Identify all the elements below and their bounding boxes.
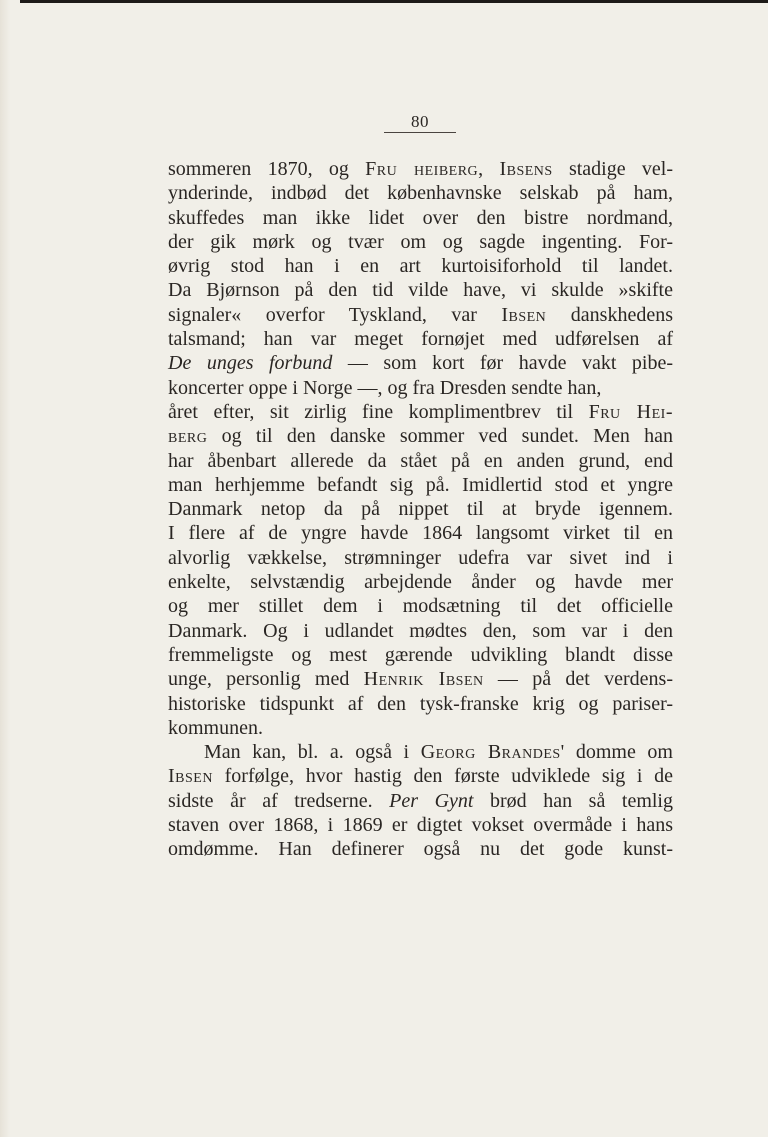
text-run: staven over 1868, i 1869 er digtet vokset overmåde i hans: [168, 814, 673, 837]
text-line: [168, 327, 673, 351]
text-line: [168, 497, 673, 521]
text-run: og til den danske sommer ved sundet. Men han: [207, 425, 673, 448]
text-line: [168, 667, 673, 691]
text-line: [168, 740, 673, 764]
text-run: sidste år af tredserne.: [168, 789, 390, 812]
small-caps-name: Fru Hei-: [588, 400, 673, 423]
text-line: [168, 789, 673, 813]
text-run: man herhjemme befandt sig på. Imidlertid stod et yngre: [168, 473, 673, 496]
text-run: enkelte, selvstændig arbejdende ånder og havde mer: [168, 571, 673, 594]
text-line: [168, 643, 673, 667]
text-run: danskhedens: [546, 303, 673, 326]
text-run: der gik mørk og tvær om og sagde ingenting. For-: [168, 230, 673, 253]
body-text: [168, 157, 673, 862]
text-run: ,: [478, 158, 500, 180]
text-line: [168, 303, 673, 327]
text-line: [168, 351, 673, 375]
text-run: fremmeligste og mest gærende udvikling blandt disse: [168, 643, 673, 666]
page-number-rule: [384, 132, 456, 133]
text-run: kommunen.: [168, 716, 263, 739]
text-line: [168, 424, 673, 448]
text-line: [168, 254, 673, 278]
text-line: [168, 400, 673, 424]
text-line: [168, 764, 673, 788]
small-caps-name: Georg Brandes: [420, 741, 561, 764]
text-run: sommeren 1870, og: [168, 158, 366, 180]
text-run: Danmark netop da på nippet til at bryde igennem.: [168, 498, 673, 521]
italic-title: Per Gynt: [389, 789, 474, 812]
text-line: [168, 594, 673, 618]
text-line: [168, 813, 673, 837]
text-line: [168, 206, 673, 230]
italic-title: De unges forbund: [168, 352, 333, 375]
text-run: har åbenbart allerede da stået på en anden grund, end: [168, 449, 673, 472]
small-caps-name: Ibsens: [499, 158, 553, 180]
text-run: — på det verdens-: [483, 668, 673, 691]
text-run: brød han så temlig: [473, 789, 673, 812]
small-caps-name: Henrik Ibsen: [363, 668, 484, 691]
top-border-rule: [20, 0, 768, 3]
small-caps-name: berg: [168, 425, 208, 448]
text-run: — som kort før havde vakt pibe-: [332, 352, 673, 375]
small-caps-name: Fru heiberg: [365, 158, 479, 180]
text-line: [168, 278, 673, 302]
small-caps-name: Ibsen: [501, 303, 547, 326]
text-run: historiske tidspunkt af den tysk-franske krig og pariser-: [168, 692, 673, 715]
text-run: talsmand; han var meget fornøjet med udførelsen af: [168, 328, 673, 351]
text-run: øvrig stod han i en art kurtoisiforhold til landet.: [168, 255, 673, 278]
page-number: 80: [411, 112, 429, 131]
text-run: I flere af de yngre havde 1864 langsomt virket til en: [168, 522, 673, 545]
text-run: året efter, sit zirlig fine komplimentbrev til: [168, 400, 589, 423]
small-caps-name: Ibsen: [168, 765, 213, 788]
text-line: [168, 546, 673, 570]
text-line: [168, 449, 673, 473]
text-run: og mer stillet dem i modsætning til det officielle: [168, 595, 673, 618]
text-run: skuffedes man ikke lidet over den bistre nordmand,: [168, 206, 673, 229]
text-line: [168, 230, 673, 254]
text-run: unge, personlig med: [168, 668, 364, 691]
text-line: [168, 716, 673, 740]
text-run: alvorlig vækkelse, strømninger udefra var sivet ind i: [168, 546, 673, 569]
text-line: [168, 376, 673, 400]
text-line: [168, 181, 673, 205]
text-line: [168, 692, 673, 716]
text-run: ' domme om: [560, 741, 673, 764]
text-line: [168, 837, 673, 861]
text-run: Danmark. Og i udlandet mødtes den, som var i den: [168, 619, 673, 642]
text-line: [168, 521, 673, 545]
text-line: [168, 570, 673, 594]
text-run: koncerter oppe i Norge —, og fra Dresden sendte han,: [168, 376, 602, 399]
text-run: stadige vel-: [552, 158, 673, 180]
page-left-edge: [0, 0, 10, 1137]
text-run: Da Bjørnson på den tid vilde have, vi skulde »skifte: [168, 279, 673, 302]
text-run: signaler« overfor Tyskland, var: [168, 303, 502, 326]
text-run: Man kan, bl. a. også i: [204, 741, 421, 764]
text-line: [168, 619, 673, 643]
text-line: [168, 473, 673, 497]
text-run: ynderinde, indbød det københavnske selskab på ham,: [168, 182, 673, 205]
text-line: [168, 157, 673, 181]
text-run: forfølge, hvor hastig den første udviklede sig i de: [212, 765, 673, 788]
text-run: omdømme. Han definerer også nu det gode kunst-: [168, 838, 673, 861]
